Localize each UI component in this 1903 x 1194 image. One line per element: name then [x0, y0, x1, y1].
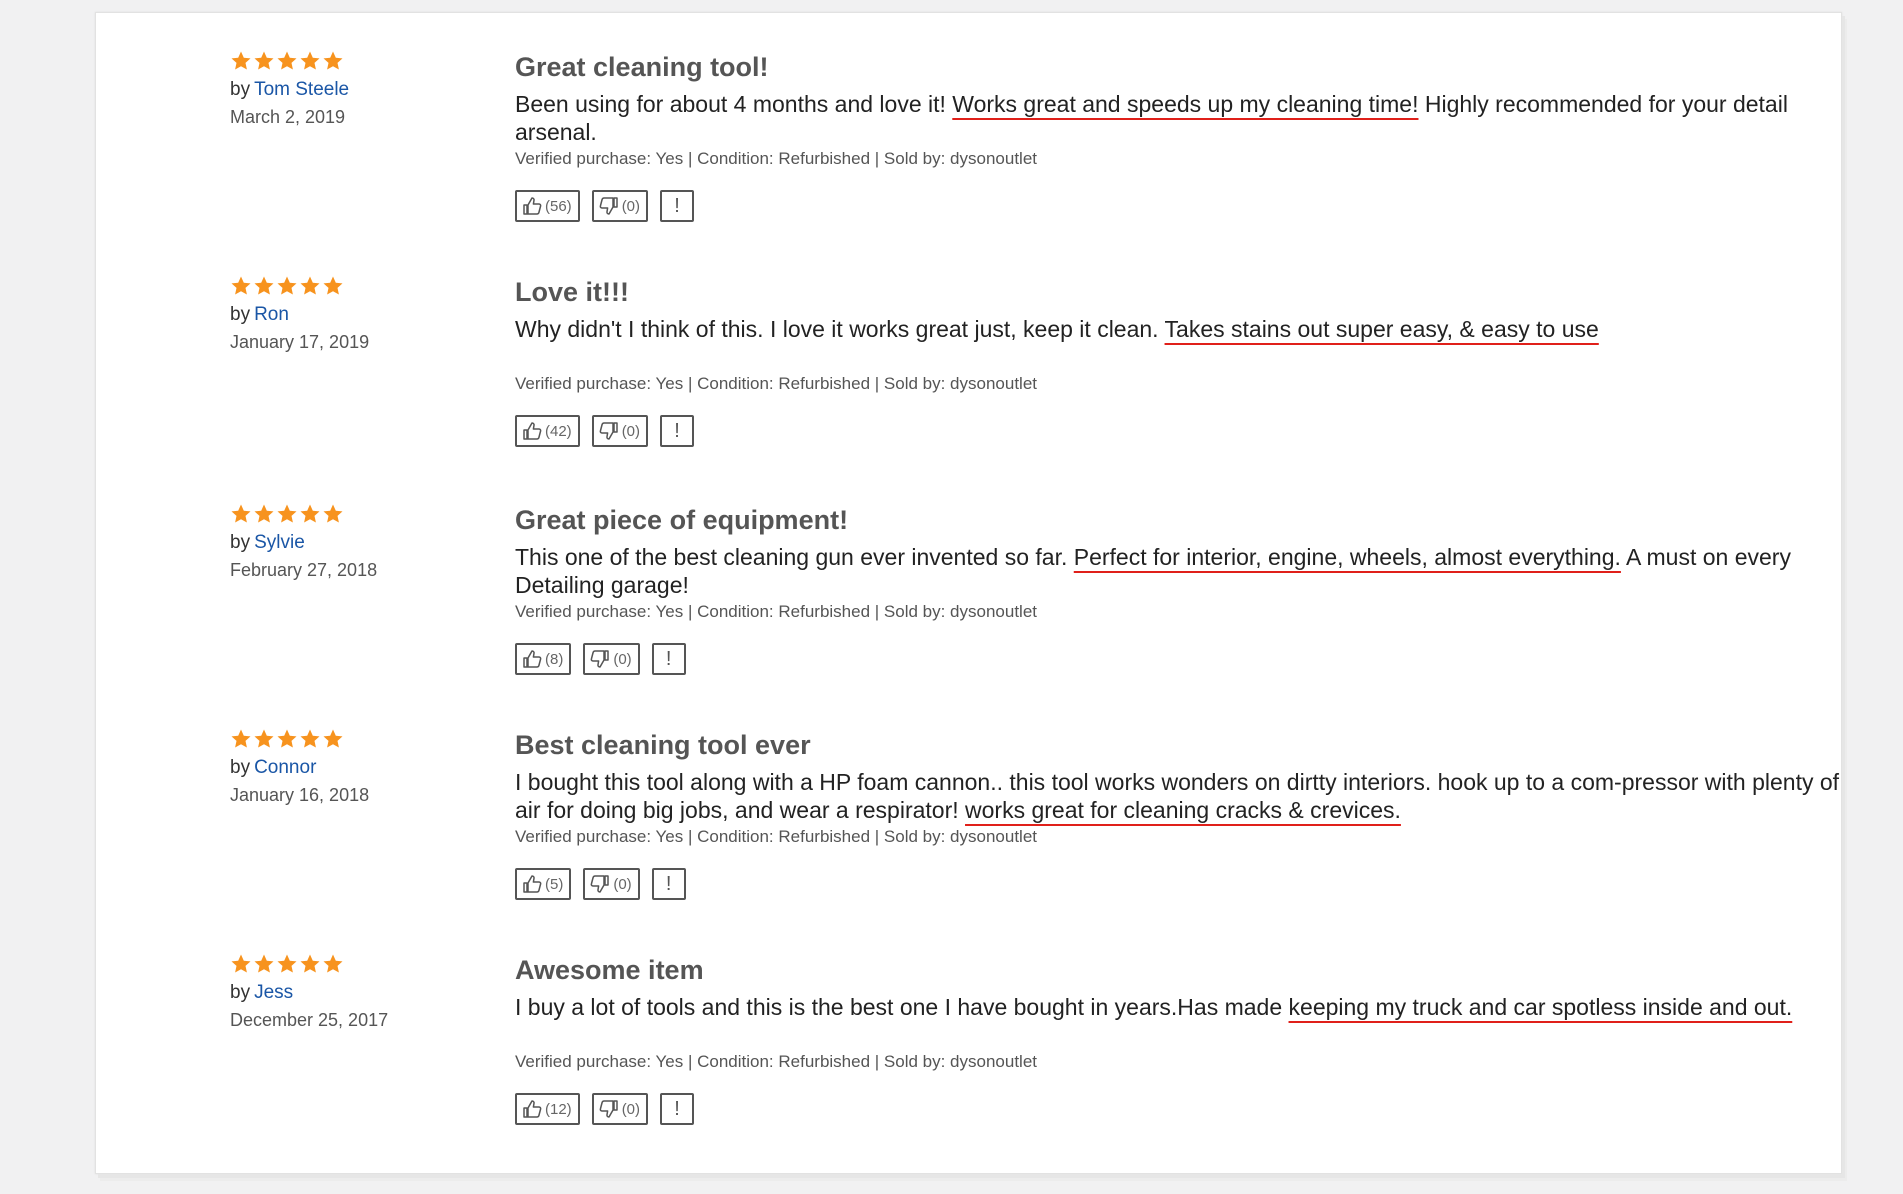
star-icon — [253, 275, 275, 297]
review-highlight: Takes stains out super easy, & easy to use — [1164, 316, 1599, 342]
review-text-end: A must on every Detailing garage! — [515, 544, 1791, 598]
star-icon — [276, 728, 298, 750]
review-highlight: Perfect for interior, engine, wheels, almost everything. — [1073, 544, 1621, 570]
exclamation-icon: ! — [674, 194, 680, 217]
star-icon — [299, 50, 321, 72]
vote-bar — [515, 1093, 1855, 1127]
purchase-details: Verified purchase: Yes | Condition: Refurbished | Sold by: dysonoutlet — [515, 827, 1037, 846]
helpful-count: (5) — [545, 875, 564, 893]
review-body — [515, 543, 1855, 599]
thumbs-up-icon — [521, 873, 545, 895]
review-author-line — [230, 78, 480, 102]
vote-bar — [515, 415, 1855, 449]
review-text-end: Highly recommended for your detail arsenal. — [515, 91, 1788, 145]
author-link[interactable]: Ron — [254, 304, 289, 325]
review-content — [515, 50, 1855, 224]
review-date: January 17, 2019 — [230, 332, 370, 352]
helpful-count: (12) — [545, 1100, 572, 1118]
star-icon — [253, 503, 275, 525]
exclamation-icon: ! — [674, 1097, 680, 1120]
thumbs-down-icon — [589, 873, 613, 895]
review-content — [515, 953, 1855, 1127]
helpful-count: (42) — [545, 422, 572, 440]
unhelpful-count: (0) — [613, 650, 632, 668]
review-content — [515, 728, 1855, 902]
star-icon — [299, 953, 321, 975]
unhelpful-count: (0) — [613, 875, 632, 893]
purchase-details: Verified purchase: Yes | Condition: Refurbished | Sold by: dysonoutlet — [515, 1052, 1037, 1071]
star-rating — [230, 728, 480, 750]
star-icon — [322, 503, 344, 525]
review-date: February 27, 2018 — [230, 560, 378, 580]
unhelpful-count: (0) — [621, 1100, 641, 1118]
thumbs-down-icon — [589, 648, 613, 670]
review-body — [515, 768, 1855, 824]
star-icon — [276, 50, 298, 72]
star-icon — [299, 503, 321, 525]
star-rating — [230, 275, 480, 297]
review-item — [96, 13, 1841, 238]
review-item — [96, 691, 1841, 916]
star-icon — [253, 728, 275, 750]
thumbs-up-icon — [521, 195, 545, 217]
unhelpful-count: (0) — [621, 197, 641, 215]
purchase-details: Verified purchase: Yes | Condition: Refurbished | Sold by: dysonoutlet — [515, 374, 1037, 393]
thumbs-up-icon — [521, 1098, 545, 1120]
vote-bar — [515, 643, 1855, 677]
review-meta — [230, 503, 480, 582]
helpful-count: (56) — [545, 197, 572, 215]
purchase-details: Verified purchase: Yes | Condition: Refurbished | Sold by: dysonoutlet — [515, 602, 1037, 621]
review-text: I bought this tool along with a HP foam cannon.. this tool works wonders on dirtty interiors. hook up to a com-pressor with plenty of air for doing big jobs, and wear a respirator! — [515, 769, 1840, 823]
star-icon — [276, 953, 298, 975]
thumbs-up-icon — [521, 420, 545, 442]
report-button[interactable] — [652, 868, 686, 900]
purchase-details: Verified purchase: Yes | Condition: Refurbished | Sold by: dysonoutlet — [515, 149, 1037, 168]
unhelpful-count: (0) — [621, 422, 641, 440]
review-meta — [230, 50, 480, 129]
unhelpful-button[interactable] — [583, 868, 639, 900]
review-title: Love it!!! — [515, 277, 629, 307]
review-date: January 16, 2018 — [230, 785, 370, 805]
helpful-button[interactable] — [515, 1093, 580, 1125]
exclamation-icon: ! — [665, 872, 672, 895]
star-icon — [322, 50, 344, 72]
author-link[interactable]: Sylvie — [254, 532, 305, 553]
star-icon — [299, 275, 321, 297]
unhelpful-button[interactable] — [592, 415, 648, 447]
star-icon — [253, 50, 275, 72]
helpful-count: (8) — [545, 650, 564, 668]
review-text: Been using for about 4 months and love it! — [515, 91, 953, 117]
author-link[interactable]: Jess — [254, 982, 294, 1003]
report-button[interactable] — [660, 415, 694, 447]
review-date: March 2, 2019 — [230, 107, 346, 127]
review-body — [515, 90, 1855, 146]
by-label: by — [230, 532, 251, 553]
by-label: by — [230, 757, 251, 778]
review-author-line — [230, 756, 480, 780]
helpful-button[interactable] — [515, 190, 580, 222]
star-icon — [322, 275, 344, 297]
star-icon — [230, 503, 252, 525]
star-icon — [276, 275, 298, 297]
star-rating — [230, 503, 480, 525]
star-icon — [299, 728, 321, 750]
thumbs-down-icon — [598, 1098, 622, 1120]
review-author-line — [230, 303, 480, 327]
star-icon — [276, 503, 298, 525]
unhelpful-button[interactable] — [592, 190, 648, 222]
by-label: by — [230, 79, 251, 100]
vote-bar — [515, 190, 1855, 224]
report-button[interactable] — [660, 1093, 694, 1125]
by-label: by — [230, 304, 251, 325]
review-text: I buy a lot of tools and this is the best one I have bought in years.Has made — [515, 994, 1289, 1020]
star-icon — [230, 953, 252, 975]
review-meta — [230, 275, 480, 354]
by-label: by — [230, 982, 251, 1003]
star-icon — [253, 953, 275, 975]
review-item — [96, 238, 1841, 463]
review-text: This one of the best cleaning gun ever invented so far. — [515, 544, 1074, 570]
exclamation-icon: ! — [674, 419, 680, 442]
report-button[interactable] — [652, 643, 686, 675]
review-title: Great cleaning tool! — [515, 52, 769, 82]
star-icon — [322, 953, 344, 975]
helpful-button[interactable] — [515, 643, 571, 675]
author-link[interactable]: Connor — [254, 757, 317, 778]
author-link[interactable]: Tom Steele — [254, 79, 350, 100]
star-rating — [230, 953, 480, 975]
review-title: Awesome item — [515, 955, 704, 985]
vote-bar — [515, 868, 1855, 902]
star-icon — [230, 50, 252, 72]
review-highlight: keeping my truck and car spotless inside and out. — [1288, 994, 1793, 1020]
exclamation-icon: ! — [665, 647, 672, 670]
unhelpful-button[interactable] — [592, 1093, 648, 1125]
star-icon — [322, 728, 344, 750]
review-text: Why didn't I think of this. I love it works great just, keep it clean. — [515, 316, 1165, 342]
review-title: Best cleaning tool ever — [515, 730, 811, 760]
star-icon — [230, 728, 252, 750]
review-highlight: Works great and speeds up my cleaning time! — [952, 91, 1419, 117]
review-item — [96, 466, 1841, 691]
review-item — [96, 916, 1841, 1141]
review-meta — [230, 953, 480, 1032]
review-content — [515, 275, 1855, 449]
review-highlight: works great for cleaning cracks & crevices. — [965, 797, 1401, 823]
review-date: December 25, 2017 — [230, 1010, 389, 1030]
review-body — [515, 315, 1855, 371]
star-rating — [230, 50, 480, 72]
review-author-line — [230, 981, 480, 1005]
thumbs-down-icon — [598, 195, 622, 217]
review-body — [515, 993, 1855, 1049]
star-icon — [230, 275, 252, 297]
review-meta — [230, 728, 480, 807]
unhelpful-button[interactable] — [583, 643, 639, 675]
helpful-button[interactable] — [515, 868, 571, 900]
review-author-line — [230, 531, 480, 555]
thumbs-up-icon — [521, 648, 545, 670]
review-title: Great piece of equipment! — [515, 505, 849, 535]
helpful-button[interactable] — [515, 415, 580, 447]
thumbs-down-icon — [598, 420, 622, 442]
review-content — [515, 503, 1855, 677]
report-button[interactable] — [660, 190, 694, 222]
reviews-panel — [95, 12, 1842, 1174]
